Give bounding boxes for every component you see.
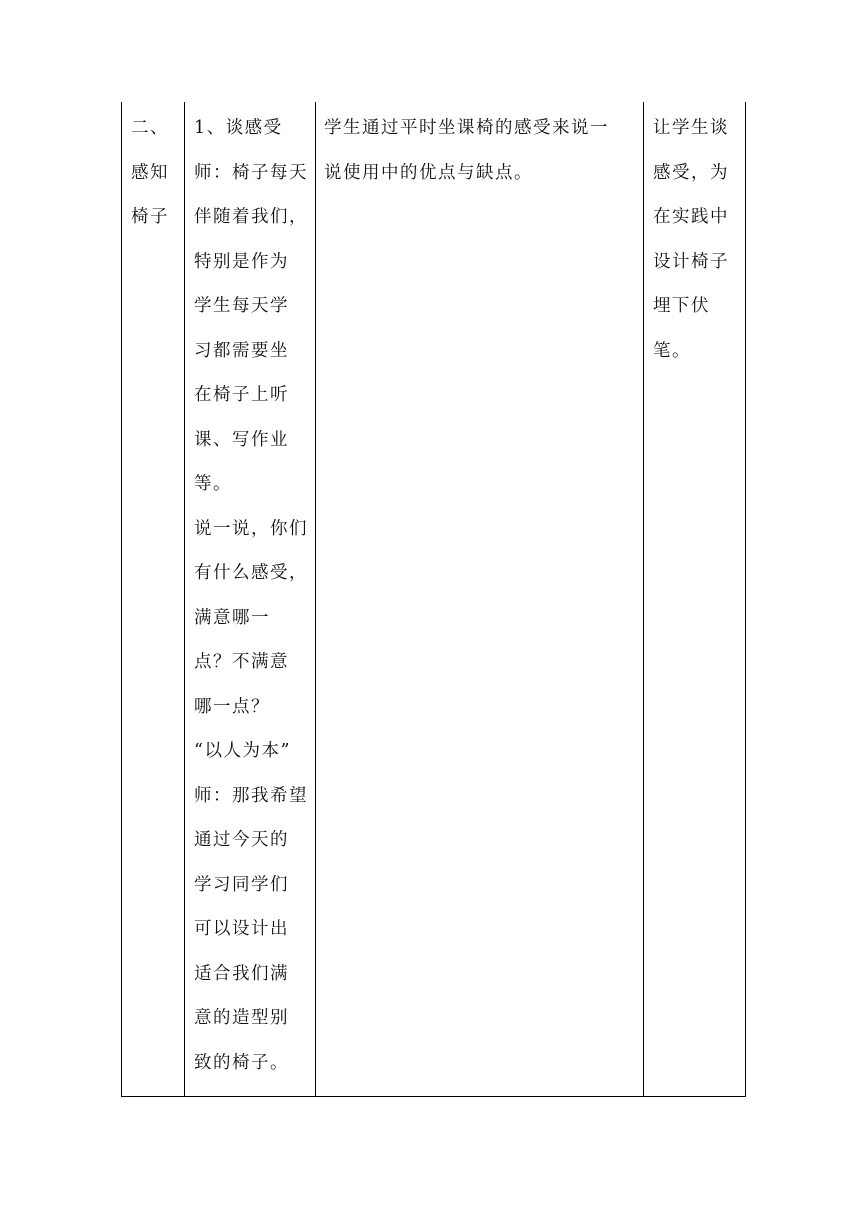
student-activity-line: 学生通过平时坐课椅的感受来说一 bbox=[324, 118, 609, 138]
teacher-activity-line: 哪一点？ bbox=[194, 696, 270, 717]
teacher-activity-line: 适合我们满 bbox=[194, 963, 289, 984]
teacher-activity-line: 师：椅子每天 bbox=[194, 162, 308, 183]
teacher-activity-line: 致的椅子。 bbox=[194, 1052, 289, 1073]
teacher-activity-line: 可以设计出 bbox=[194, 919, 289, 939]
design-intent-cell bbox=[644, 102, 746, 1097]
teacher-activity-line: 在椅子上听 bbox=[194, 385, 289, 405]
section-line: 感知 bbox=[131, 162, 169, 183]
teacher-activity-line: 课、写作业 bbox=[194, 429, 289, 450]
teacher-activity-line: 通过今天的 bbox=[194, 830, 289, 850]
student-activity-line: 说使用中的优点与缺点。 bbox=[324, 162, 533, 183]
table-row bbox=[122, 102, 746, 1097]
design-intent-line: 笔。 bbox=[653, 340, 691, 361]
section-line: 椅子 bbox=[131, 207, 169, 227]
teacher-activity-line: 等。 bbox=[194, 474, 232, 494]
teacher-activity-line: 说一说，你们 bbox=[194, 518, 308, 539]
teacher-activity-line: 学生每天学 bbox=[194, 296, 289, 316]
teacher-activity-line: 伴随着我们， bbox=[194, 207, 308, 227]
design-intent-line: 埋下伏 bbox=[653, 296, 710, 316]
teacher-activity-line: 习都需要坐 bbox=[194, 340, 289, 361]
teacher-activity-line: 意的造型别 bbox=[194, 1008, 289, 1028]
teacher-activity-line: “以人为本” bbox=[194, 741, 291, 761]
teacher-activity-cell bbox=[185, 102, 316, 1097]
teacher-activity-line: 满意哪一 bbox=[194, 607, 270, 628]
section-cell bbox=[122, 102, 185, 1097]
student-activity-cell bbox=[316, 102, 644, 1097]
teacher-activity-line: 特别是作为 bbox=[194, 251, 289, 272]
design-intent-line: 在实践中 bbox=[653, 207, 729, 227]
teacher-activity-line: 师：那我希望 bbox=[194, 785, 308, 806]
teacher-activity-line: 点？不满意 bbox=[194, 652, 289, 672]
lesson-plan-table bbox=[121, 102, 746, 1097]
design-intent-line: 让学生谈 bbox=[653, 118, 729, 138]
teacher-activity-line: 1、谈感受 bbox=[194, 118, 283, 138]
design-intent-line: 感受，为 bbox=[653, 162, 729, 183]
teacher-activity-line: 学习同学们 bbox=[194, 874, 289, 895]
design-intent-line: 设计椅子 bbox=[653, 251, 729, 272]
teacher-activity-line: 有什么感受， bbox=[194, 563, 308, 583]
section-line: 二、 bbox=[131, 118, 169, 138]
